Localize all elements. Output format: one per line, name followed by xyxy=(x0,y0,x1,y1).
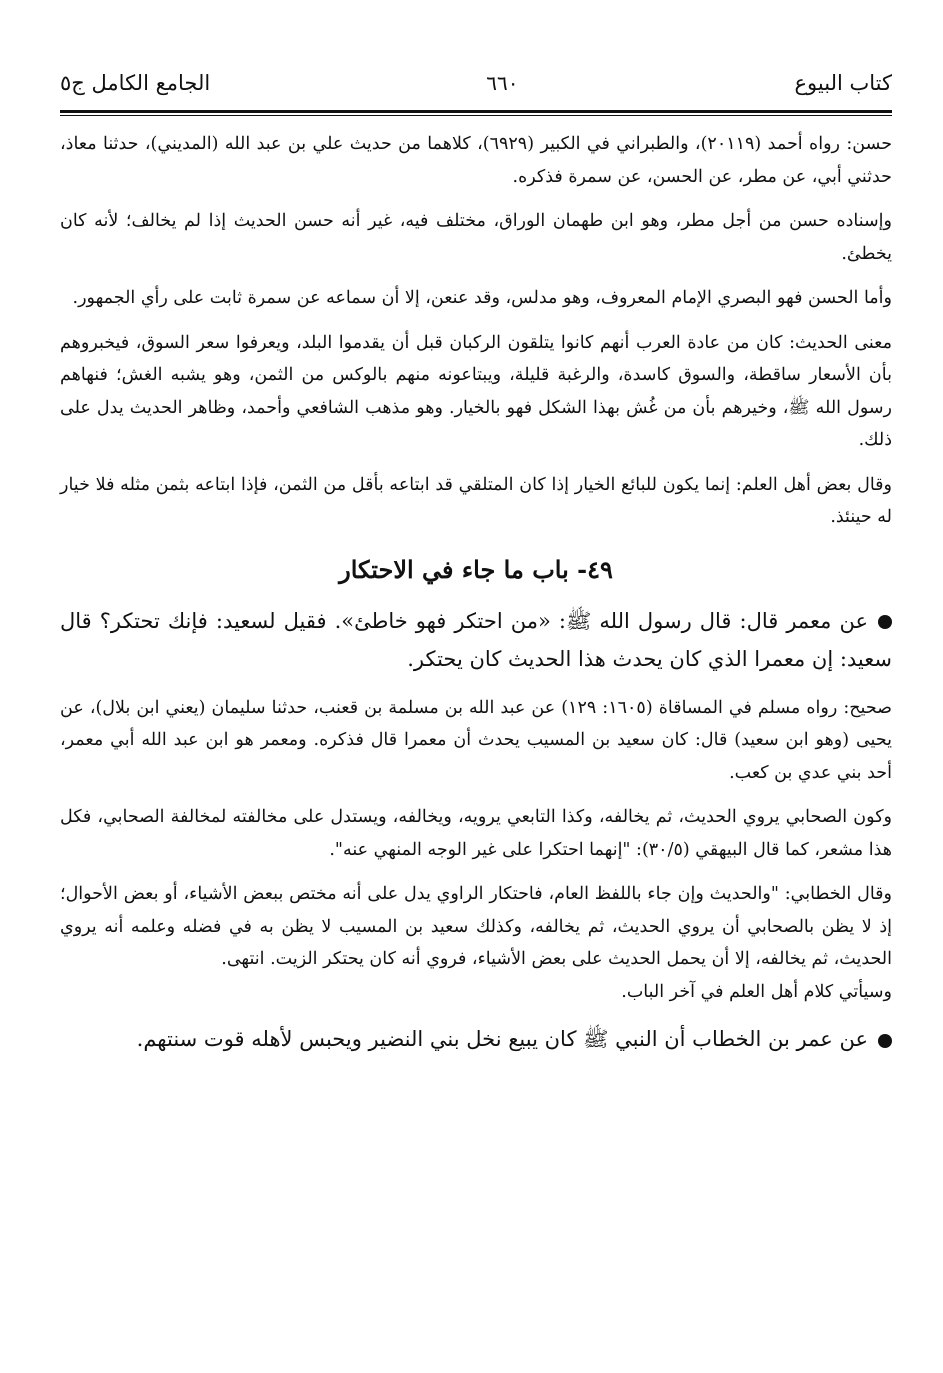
meaning-paragraph: معنى الحديث: كان من عادة العرب أنهم كانوا يتلقون الركبان قبل أن يقدموا البلد، ويعرفوا سعر السوق، فيخبروهم بأن الأسعار ساقطة، والسوق كاسدة، والرغبة قليلة، ويبتاعونه منهم بالوكس من الثمن، وهو يشبه الغش؛ فنهاهم رسول الله ﷺ، وخيرهم بأن من غُش بهذا الشكل فهو بالخيار. وهو مذهب الشافعي وأحمد، وظاهر الحديث يدل على ذلك. xyxy=(60,332,892,450)
khattabi-paragraph: وقال الخطابي: "والحديث وإن جاء باللفظ العام، فاحتكار الراوي يدل على أنه مختص ببعض الأشياء، أو بعض الأحوال؛ إذ لا يظن بالصحابي أن يروي الحديث، ثم يخالفه، وكذلك سعيد بن المسيب لا يظن به في فضله وعلمه أنه يروي الحديث، ثم يخالفه، إلا أن يحمل الحديث على بعض الأشياء، فروي أنه كان يحتكر الزيت. انتهى. xyxy=(60,884,892,969)
page-header xyxy=(60,58,892,108)
volume-title: الجامع الكامل ج٥ xyxy=(60,71,211,95)
commentary-paragraph: وكون الصحابي يروي الحديث، ثم يخالفه، وكذا التابعي يرويه، ويخالفه، ويستدل على مخالفته لمخالفة الصحابي، فكل هذا مشعر، كما قال البيهقي (٣٠/٥): "إنهما احتكرا على غير الوجه المنهي عنه". xyxy=(60,807,892,860)
bullet-icon xyxy=(878,615,892,629)
hadith-text xyxy=(60,602,892,678)
scholars-paragraph: وقال بعض أهل العلم: إنما يكون للبائع الخيار إذا كان المتلقي قد ابتاعه بأقل من الثمن، فإذا ابتاعه بثمن مثله فلا خيار له حينئذ. xyxy=(60,474,892,527)
hadith-body: عن معمر قال: قال رسول الله ﷺ: «من احتكر فهو خاطئ». فقيل لسعيد: فإنك تحتكر؟ قال سعيد: إن معمرا الذي كان يحدث هذا الحديث كان يحتكر. xyxy=(60,608,892,671)
hadith-text xyxy=(60,1020,892,1058)
isnad-paragraph: وإسناده حسن من أجل مطر، وهو ابن طهمان الوراق، مختلف فيه، غير أنه حسن الحديث إذا لم يخالف؛ لأنه كان يخطئ. xyxy=(60,211,892,264)
note-paragraph: وسيأتي كلام أهل العلم في آخر الباب. xyxy=(621,981,892,1002)
hadith-body: عن عمر بن الخطاب أن النبي ﷺ كان يبيع نخل بني النضير ويحبس لأهله قوت سنتهم. xyxy=(136,1027,868,1051)
book-title: كتاب البيوع xyxy=(794,71,892,95)
bullet-icon xyxy=(878,1034,892,1048)
narrator-paragraph: وأما الحسن فهو البصري الإمام المعروف، وهو مدلس، وقد عنعن، إلا أن سماعه عن سمرة ثابت على رأي الجمهور. xyxy=(72,288,892,308)
takhrij-paragraph: حسن: رواه أحمد (٢٠١١٩)، والطبراني في الكبير (٦٩٢٩)، كلاهما من حديث علي بن عبد الله (المديني)، حدثنا معاذ، حدثني أبي، عن مطر، عن الحسن، عن سمرة فذكره. xyxy=(60,134,893,187)
book-page xyxy=(60,58,892,1072)
header-rule-thin xyxy=(60,115,892,116)
page-number: ٦٦٠ xyxy=(486,71,519,95)
takhrij-paragraph: صحيح: رواه مسلم في المساقاة (١٦٠٥: ١٢٩) عن عبد الله بن مسلمة بن قعنب، حدثنا سليمان (يعني ابن بلال)، عن يحيى (وهو ابن سعيد) قال: كان سعيد بن المسيب يحدث أن معمرا قال فذكره. ومعمر هو ابن عبد الله أبي معمر، أحد بني عدي بن كعب. xyxy=(60,697,892,783)
header-rule-thick xyxy=(60,110,892,113)
chapter-heading: ٤٩- باب ما جاء في الاحتكار xyxy=(339,554,613,584)
